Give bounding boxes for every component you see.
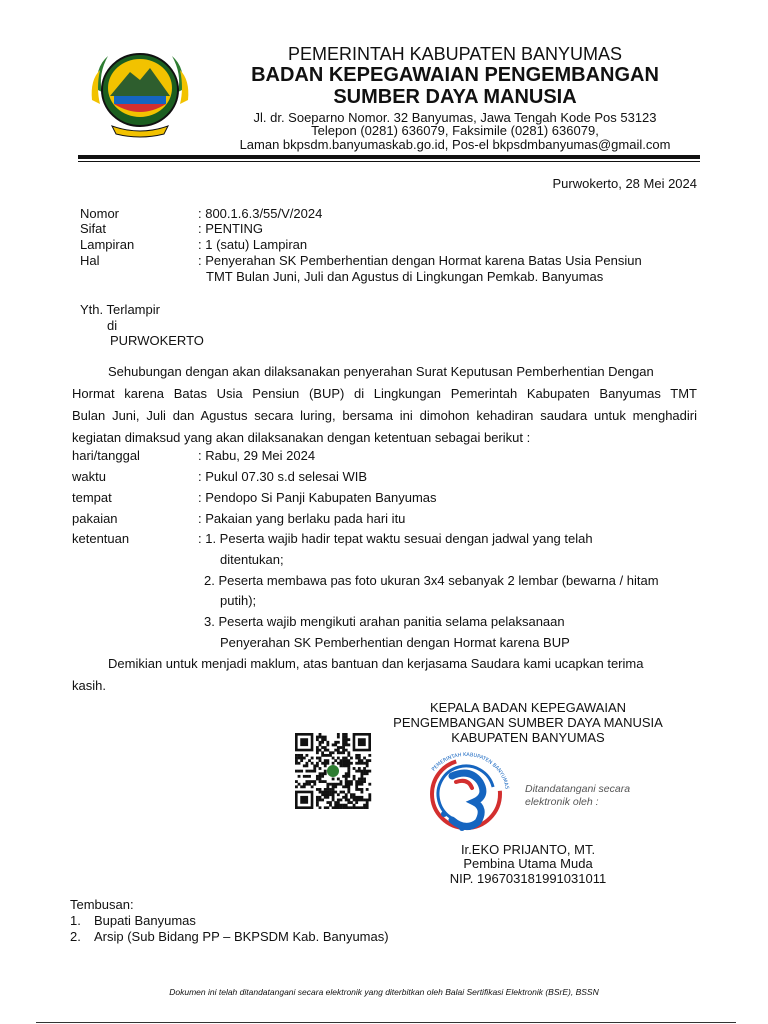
nomor-label: Nomor	[80, 206, 120, 221]
closing-line1: Demikian untuk menjadi maklum, atas bantuan dan kerjasama Saudara kami ucapkan terima	[108, 656, 644, 671]
header-phone: Telepon (0281) 636079, Faksimile (0281) 636079,	[311, 123, 599, 138]
esign-note-line1: Ditandatangani secara	[525, 783, 631, 795]
signatory-title2: PENGEMBANGAN SUMBER DAYA MANUSIA	[393, 715, 663, 730]
lampiran-label: Lampiran	[80, 237, 135, 252]
banyumas-coat-of-arms-icon	[84, 40, 196, 140]
bkpsdm-seal-icon	[418, 752, 514, 836]
pakaian-label: pakaian	[72, 511, 118, 526]
body-line1: Sehubungan dengan akan dilaksanakan penyerahan Surat Keputusan Pemberhentian Dengan	[108, 364, 654, 379]
hari-value: : Rabu, 29 Mei 2024	[198, 448, 316, 463]
waktu-value: : Pukul 07.30 s.d selesai WIB	[198, 469, 368, 484]
hal-label: Hal	[80, 253, 100, 268]
sifat-value: : PENTING	[198, 221, 264, 236]
tembusan-item2: Arsip (Sub Bidang PP – BKPSDM Kab. Banyumas)	[94, 929, 389, 944]
ketentuan-item3-line2: Penyerahan SK Pemberhentian dengan Hormat karena BUP	[220, 635, 570, 650]
tembusan-item1-number: 1.	[70, 913, 81, 928]
ketentuan-item1-line2: ditentukan;	[220, 552, 284, 567]
esign-note-line2: elektronik oleh :	[525, 796, 599, 808]
signatory-name: Ir.EKO PRIJANTO, MT.	[460, 842, 596, 857]
lampiran-value: : 1 (satu) Lampiran	[198, 237, 308, 252]
body-line2: Hormat karena Batas Usia Pensiun (BUP) di Lingkungan Pemerintah Kabupaten Banyumas TMT	[72, 386, 697, 401]
hari-label: hari/tanggal	[72, 448, 140, 463]
header-divider-thick	[78, 155, 700, 159]
closing-line2: kasih.	[72, 678, 106, 693]
tembusan-label: Tembusan:	[70, 897, 134, 912]
seal-ring-text: PEMERINTAH KABUPATEN BANYUMAS	[430, 752, 510, 790]
page-bottom-rule	[36, 1022, 736, 1023]
signatory-title1: KEPALA BADAN KEPEGAWAIAN	[429, 700, 627, 715]
tempat-label: tempat	[72, 490, 112, 505]
ketentuan-label: ketentuan	[72, 531, 130, 546]
ketentuan-item2-line1: 2. Peserta membawa pas foto ukuran 3x4 sebanyak 2 lembar (bewarna / hitam	[204, 573, 659, 588]
tembusan-item2-number: 2.	[70, 929, 81, 944]
ketentuan-item2-line2: putih);	[220, 593, 257, 608]
recipient-city: PURWOKERTO	[110, 333, 204, 348]
recipient-line1: Yth. Terlampir	[80, 302, 160, 317]
header-website-email: Laman bkpsdm.banyumaskab.go.id, Pos-el bkpsdmbanyumas@gmail.com	[239, 137, 671, 152]
hal-value-line1: : Penyerahan SK Pemberhentian dengan Hormat karena Batas Usia Pensiun	[198, 253, 642, 268]
esign-footnote: Dokumen ini telah ditandatangani secara elektronik yang diterbitkan oleh Balai Sertifikasi Elektronik (BSrE), BSSN	[169, 987, 599, 997]
ketentuan-item3-line1: 3. Peserta wajib mengikuti arahan panitia selama pelaksanaan	[204, 614, 565, 629]
header-agency-name-2: SUMBER DAYA MANUSIA	[333, 86, 577, 108]
waktu-label: waktu	[72, 469, 106, 484]
hal-value-line2: TMT Bulan Juni, Juli dan Agustus di Lingkungan Pemkab. Banyumas	[206, 269, 604, 284]
qr-code-icon	[290, 733, 376, 809]
header-divider-thin	[78, 161, 700, 162]
header-agency-name-1: BADAN KEPEGAWAIAN PENGEMBANGAN	[251, 64, 659, 86]
recipient-line2: di	[107, 318, 118, 333]
tembusan-item1: Bupati Banyumas	[94, 913, 196, 928]
pakaian-value: : Pakaian yang berlaku pada hari itu	[198, 511, 406, 526]
ketentuan-item1-line1: : 1. Peserta wajib hadir tepat waktu sesuai dengan jadwal yang telah	[198, 531, 593, 546]
signatory-rank: Pembina Utama Muda	[463, 856, 593, 871]
header-government-name: PEMERINTAH KABUPATEN BANYUMAS	[287, 44, 623, 64]
signatory-title3: KABUPATEN BANYUMAS	[451, 730, 605, 745]
nomor-value: : 800.1.6.3/55/V/2024	[198, 206, 323, 221]
body-line4: kegiatan dimaksud yang akan dilaksanakan dengan ketentuan sebagai berikut :	[72, 430, 531, 445]
body-line3: Bulan Juni, Juli dan Agustus secara luring, bersama ini dimohon kehadiran saudara untuk menghadiri	[72, 408, 697, 423]
header-address: Jl. dr. Soeparno Nomor. 32 Banyumas, Jawa Tengah Kode Pos 53123	[253, 110, 657, 125]
sifat-label: Sifat	[80, 221, 107, 236]
tempat-value: : Pendopo Si Panji Kabupaten Banyumas	[198, 490, 437, 505]
signatory-nip: NIP. 196703181991031011	[449, 871, 607, 886]
letter-date: Purwokerto, 28 Mei 2024	[552, 176, 697, 191]
